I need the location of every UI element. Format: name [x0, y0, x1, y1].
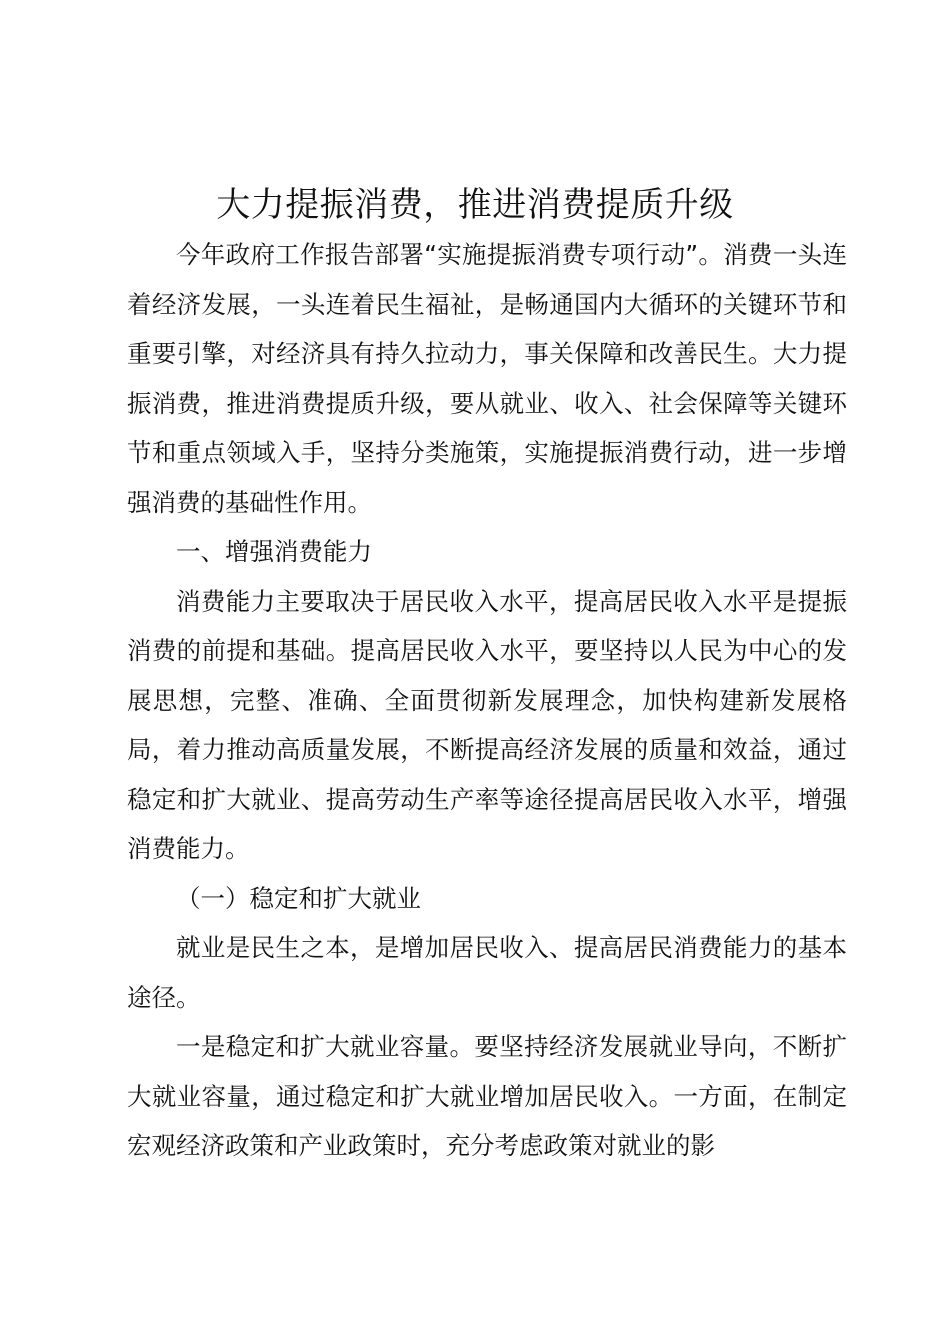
body-paragraph: 就业是民生之本，是增加居民收入、提高居民消费能力的基本途径。	[127, 933, 847, 1012]
document-body	[127, 230, 847, 1171]
subsection-heading: （一）稳定和扩大就业	[176, 883, 421, 913]
body-paragraph: 消费能力主要取决于居民收入水平，提高居民收入水平是提振消费的前提和基础。提高居民收入水平，要坚持以人民为中心的发展思想，完整、准确、全面贯彻新发展理念，加快构建新发展格局，着力推动高质量发展，不断提高经济发展的质量和效益，通过稳定和扩大就业、提高劳动生产率等途径提高居民收入水平，增强消费能力。	[127, 586, 847, 863]
body-paragraph: 今年政府工作报告部署“实施提振消费专项行动”。消费一头连着经济发展，一头连着民生福祉，是畅通国内大循环的关键环节和重要引擎，对经济具有持久拉动力，事关保障和改善民生。大力提振消费，推进消费提质升级，要从就业、收入、社会保障等关键环节和重点领域入手，坚持分类施策，实施提振消费行动，进一步增强消费的基础性作用。	[127, 240, 847, 517]
section-heading: 一、增强消费能力	[176, 537, 372, 566]
body-paragraph: 一是稳定和扩大就业容量。要坚持经济发展就业导向，不断扩大就业容量，通过稳定和扩大就业增加居民收入。一方面，在制定宏观经济政策和产业政策时，充分考虑政策对就业的影	[127, 1032, 847, 1160]
document-title: 大力提振消费，推进消费提质升级	[216, 185, 734, 225]
